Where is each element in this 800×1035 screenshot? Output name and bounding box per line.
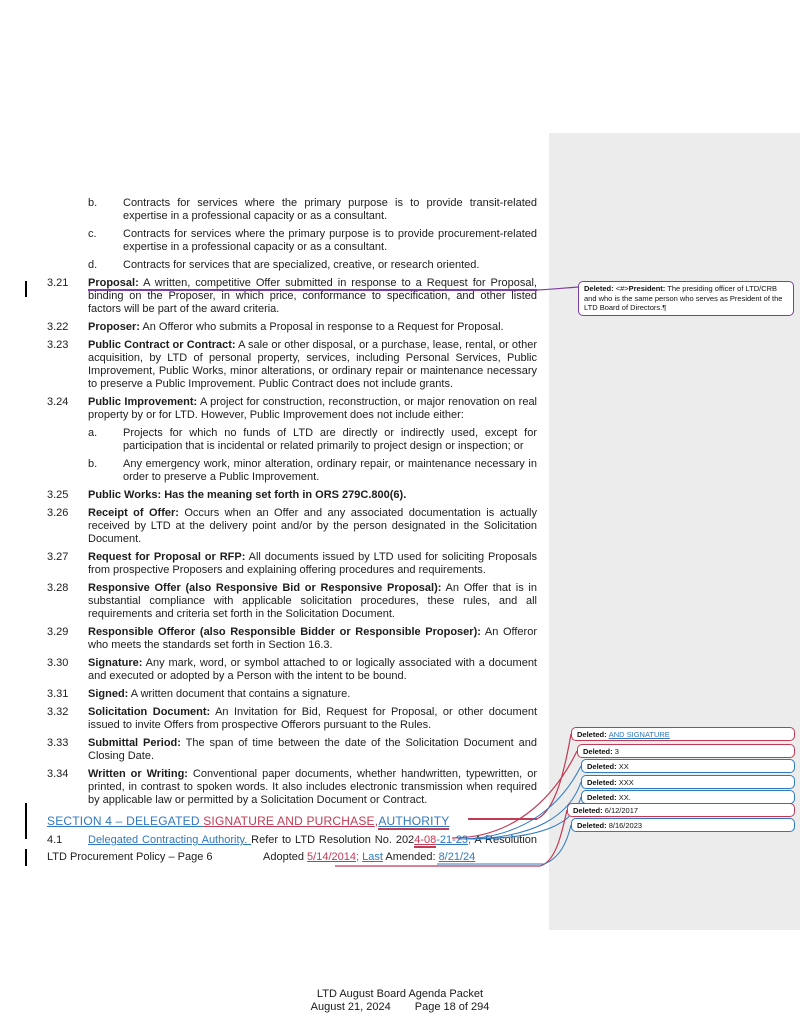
text-segment: XX: [618, 762, 629, 772]
page-footer: [0, 851, 549, 867]
text-segment: Deleted:: [587, 778, 619, 788]
sub-item-text: Any emergency work, minor alteration, ordinary repair, or maintenance necessary in order to preserve a Public Improvement.: [123, 458, 537, 483]
text-segment: ,: [468, 834, 472, 846]
section-4-heading: [47, 814, 537, 828]
definition-text: Public Improvement: A project for construction, reconstruction, or major renovation on real property by or for LTD. However, Public Improvement does not include either:: [88, 396, 538, 421]
definition-number: 3.31: [47, 688, 69, 700]
definition-number: 3.24: [47, 396, 69, 408]
text-segment: AUTHORITY: [378, 814, 450, 828]
text-segment: Deleted:: [577, 730, 609, 740]
sub-item: [88, 197, 537, 223]
definition-number: 3.27: [47, 551, 69, 563]
text-segment: The presiding officer of LTD/CRB and who is the same person who serves as President of the LTD Board of Directors.¶: [584, 284, 783, 313]
sub-item-text: Projects for which no funds of LTD are directly or indirectly used, except for participation that is incidental or related primarily to project design or inspection; or: [123, 427, 537, 452]
definition-item: [47, 737, 537, 763]
definition-text: Responsive Offer (also Responsive Bid or Responsive Proposal): An Offer that is in substantial compliance with applicable solicitation procedures, these rules, and all requirements and criteria set forth in the Solicitation Document.: [88, 582, 537, 620]
definition-number: 3.34: [47, 768, 69, 780]
definition-number: 3.22: [47, 321, 69, 333]
definition-item: [47, 626, 537, 652]
definition-number: 3.25: [47, 489, 69, 501]
definition-item: [47, 551, 537, 577]
deleted-comment-box[interactable]: [578, 281, 794, 316]
definition-number: 3.33: [47, 737, 69, 749]
text-segment: 5/14/2014: [307, 851, 356, 863]
text-segment: Deleted:: [573, 806, 605, 816]
definition-term: Proposer:: [88, 321, 140, 333]
sub-item-letter: a.: [88, 427, 98, 439]
sub-item-text: Contracts for services that are specialized, creative, or research oriented.: [123, 259, 480, 271]
deleted-comment-box[interactable]: [581, 790, 795, 804]
text-segment: 3: [614, 747, 619, 757]
text-segment: -23: [452, 834, 469, 846]
sub-item-letter: b.: [88, 458, 98, 470]
change-bar: [25, 803, 27, 839]
sub-item-letter: d.: [88, 259, 98, 271]
definition-text: Proposal: A written, competitive Offer submitted in response to a Request for Proposal, binding on the Proposer, in which price, conformance to specification, and other listed factors will be part of the award criteria.: [88, 277, 537, 315]
sub-item: [88, 458, 537, 484]
definition-term: Responsive Offer (also Responsive Bid or Responsive Proposal):: [88, 582, 442, 594]
packet-footer: [0, 988, 800, 1014]
text-segment: Deleted:: [587, 793, 619, 803]
definition-term: Solicitation Document:: [88, 706, 211, 718]
deleted-comment-box[interactable]: [571, 727, 795, 741]
definition-sublist: [47, 197, 537, 272]
definition-item: [47, 688, 537, 701]
section-4-item: [47, 834, 537, 847]
definition-text: Solicitation Document: An Invitation for Bid, Request for Proposal, or other document issued to invite Offers from prospective Offerors pursuant to the Rules.: [88, 706, 538, 731]
sub-item-letter: b.: [88, 197, 98, 209]
text-segment: 8/21/24: [438, 851, 476, 863]
text-segment: AND SIGNATURE: [608, 730, 670, 740]
definition-text: Submittal Period: The span of time between the date of the Solicitation Document and Closing Date.: [88, 737, 537, 762]
definition-text: Receipt of Offer: Occurs when an Offer and any associated documentation is actually received by LTD at the delivery point and/or by the person designated in the Solicitation Document.: [88, 507, 537, 545]
sub-item-text: Contracts for services where the primary purpose is to provide transit-related expertise in a professional capacity or as a consultant.: [123, 197, 537, 222]
text-segment: Delegated Contracting Authority.: [88, 834, 252, 846]
definition-item: [47, 339, 537, 391]
deleted-comment-box[interactable]: [567, 803, 795, 817]
definition-number: 3.23: [47, 339, 69, 351]
text-segment: Refer to LTD Resolution No. 202: [251, 834, 415, 846]
definition-number: 3.29: [47, 626, 69, 638]
footer-document-title: LTD Procurement Policy – Page 6: [47, 851, 213, 863]
definition-term: Proposal:: [88, 277, 139, 289]
definition-term: Request for Proposal or RFP:: [88, 551, 246, 563]
text-segment: Last: [362, 851, 383, 863]
definition-term: Written or Writing:: [88, 768, 188, 780]
text-segment: A Resolution: [471, 834, 538, 846]
definition-number: 3.28: [47, 582, 69, 594]
packet-title: LTD August Board Agenda Packet: [316, 988, 484, 1000]
definition-item: [47, 321, 537, 334]
definition-item: [47, 396, 537, 422]
definition-term: Signed:: [88, 688, 129, 700]
footer-adoption-dates: [263, 851, 475, 864]
definition-text: Signed: A written document that contains a signature.: [88, 688, 351, 700]
definition-term: Signature:: [88, 657, 143, 669]
text-segment: Deleted:: [583, 747, 615, 757]
definition-number: 3.21: [47, 277, 69, 289]
definition-term: Public Improvement:: [88, 396, 198, 408]
definition-text: Responsible Offeror (also Responsible Bidder or Responsible Proposer): An Offeror who meets the standards set forth in Section 16.3.: [88, 626, 537, 651]
deleted-comment-box[interactable]: [581, 775, 795, 789]
text-segment: SIGNATURE AND PURCHASE: [203, 814, 375, 828]
change-bar: [25, 281, 27, 297]
text-segment: SECTION 4 – DELEGATED: [47, 814, 204, 828]
definition-item: [47, 507, 537, 546]
definitions-list: [47, 277, 537, 807]
definition-text: Proposer: An Offeror who submits a Proposal in response to a Request for Proposal.: [88, 321, 504, 333]
text-segment: Deleted:: [577, 821, 609, 831]
definition-number: 3.32: [47, 706, 69, 718]
document-body: [47, 197, 537, 852]
definition-text: Public Contract or Contract: A sale or other disposal, or a purchase, lease, rental, or other acquisition, by LTD of personal property, services, including Personal Services, Public Improvement, Public Works, minor alterations, or ordinary repair or maintenance necessary to preserve a Public Improvement. Public Contract does not include grants.: [88, 339, 537, 390]
deleted-comment-box[interactable]: [571, 818, 795, 832]
text-segment: Adopted: [263, 851, 308, 863]
packet-date: August 21, 2024: [310, 1001, 391, 1013]
text-segment: 4-08: [414, 834, 437, 846]
definition-text: [88, 489, 537, 502]
definition-term: Public Works: Has the meaning set forth in ORS 279C.800(6).: [88, 489, 407, 501]
text-segment: <#>: [615, 284, 629, 293]
text-segment: XXX: [618, 778, 634, 788]
packet-page-number: Page 18 of 294: [414, 1001, 490, 1013]
text-segment: Deleted:: [584, 284, 616, 293]
text-segment: XX.: [618, 793, 631, 803]
deleted-comment-box[interactable]: [581, 759, 795, 773]
definition-text: Request for Proposal or RFP: All documents issued by LTD used for soliciting Proposals from prospective Proposers and explaining offering procedures and requirements.: [88, 551, 537, 576]
definition-item: [47, 706, 537, 732]
text-segment: 6/12/2017: [604, 806, 639, 816]
definition-item: [47, 277, 537, 316]
definition-term: Submittal Period:: [88, 737, 181, 749]
text-segment: ,: [374, 814, 379, 828]
text-segment: Amended:: [382, 851, 439, 863]
item-number: 4.1: [47, 834, 63, 846]
sub-item: [88, 228, 537, 254]
sub-item: [88, 427, 537, 453]
text-segment: ;: [355, 851, 360, 863]
text-segment: 8/16/2023: [608, 821, 643, 831]
definition-text: Signature: Any mark, word, or symbol attached to or logically associated with a document and executed or adopted by a Person with the intent to be bound.: [88, 657, 537, 682]
text-segment: Deleted:: [587, 762, 619, 772]
definition-number: 3.26: [47, 507, 69, 519]
definition-item: [47, 582, 537, 621]
sub-item-letter: c.: [88, 228, 97, 240]
definition-text: Written or Writing: Conventional paper documents, whether handwritten, typewritten, or printed, in contrast to spoken words. It also includes electronic transmission when required by applicable law or permitted by a Solicitation Document or Contract.: [88, 768, 537, 806]
definition-term: Receipt of Offer:: [88, 507, 179, 519]
definition-number: 3.30: [47, 657, 69, 669]
definition-term: Public Contract or Contract:: [88, 339, 236, 351]
deleted-comment-box[interactable]: [577, 744, 795, 758]
definition-item: [47, 657, 537, 683]
text-segment: -21: [436, 834, 453, 846]
text-segment: President:: [628, 284, 666, 293]
sub-item-text: Contracts for services where the primary purpose is to provide procurement-related expertise in a professional capacity or as a consultant.: [123, 228, 537, 253]
definition-item: [47, 768, 537, 807]
item-text: [88, 834, 537, 847]
sub-item: [88, 259, 537, 272]
definition-item: [47, 489, 537, 502]
definition-term: Responsible Offeror (also Responsible Bidder or Responsible Proposer):: [88, 626, 481, 638]
